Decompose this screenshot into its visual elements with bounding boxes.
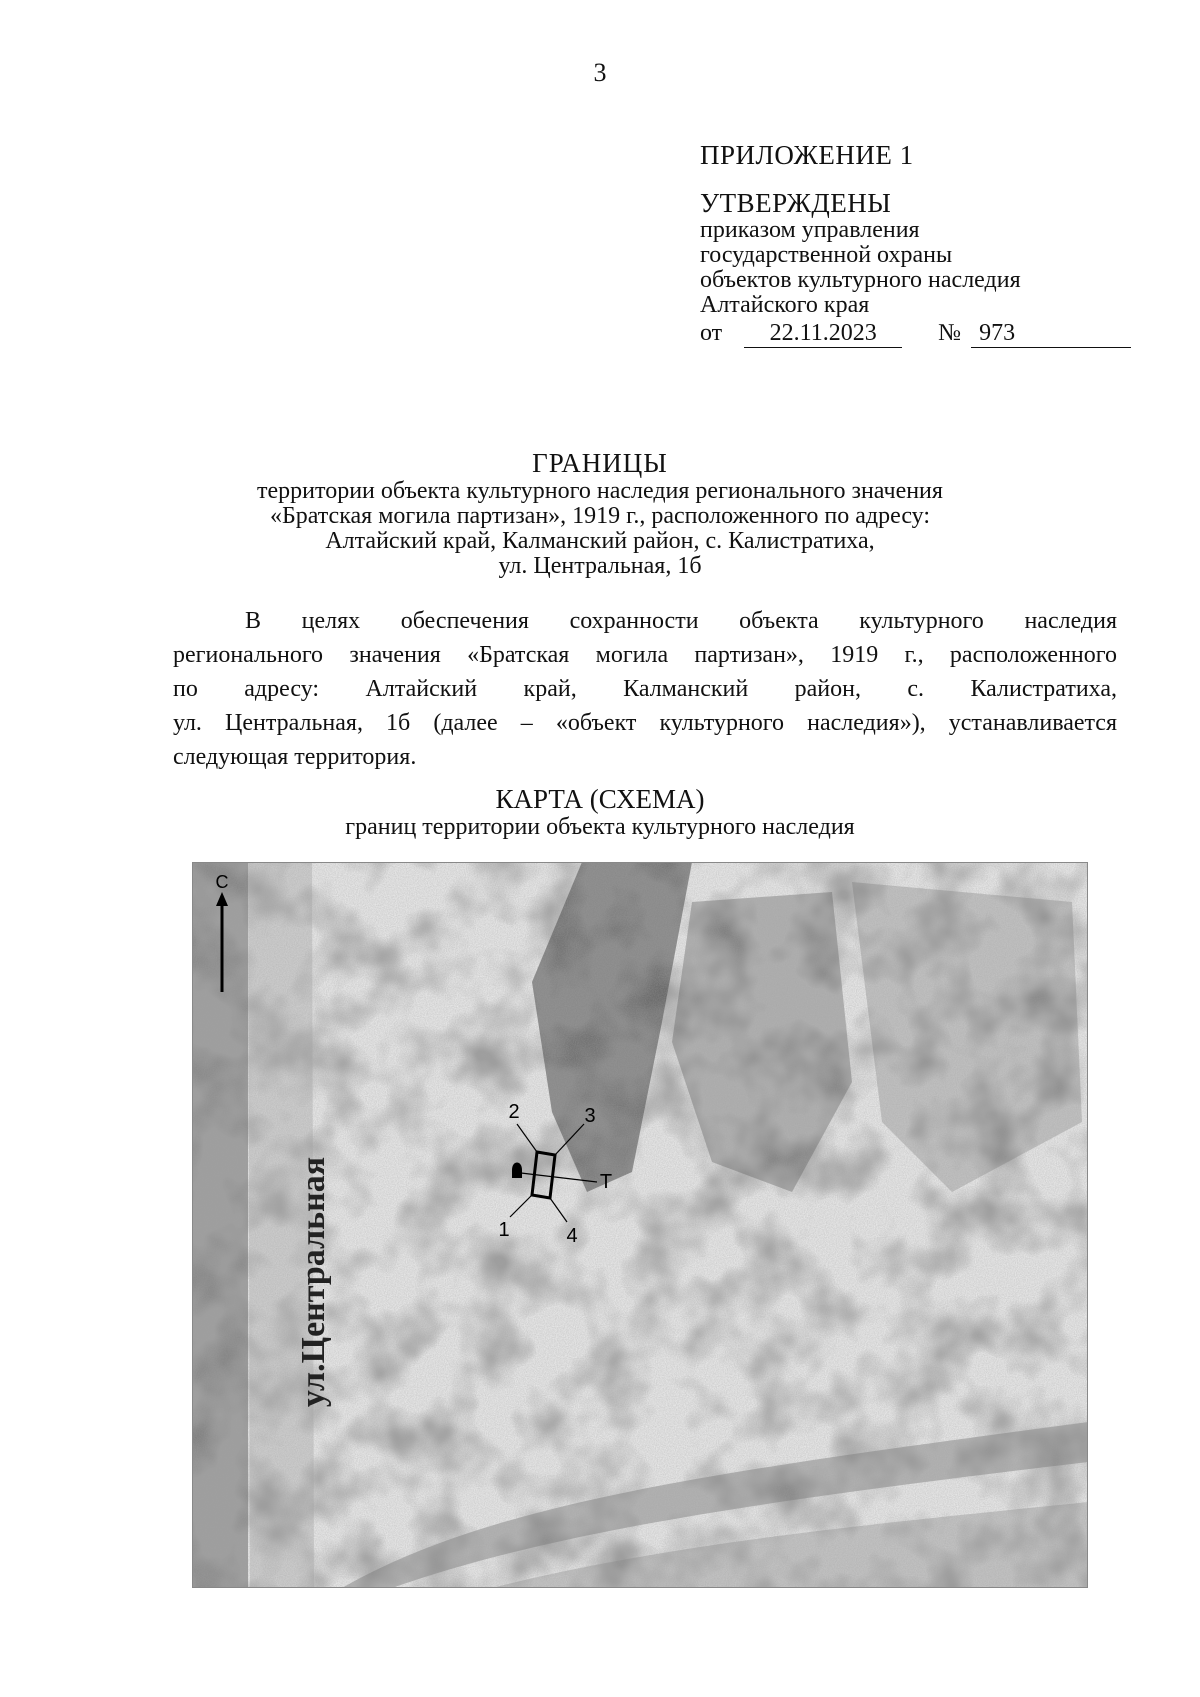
order-line bbox=[700, 320, 1131, 348]
subheading-line: территории объекта культурного наследия регионального значения bbox=[257, 478, 943, 504]
paragraph-line: ул. Центральная, 1б (далее – «объект культурного наследия»), устанавливается bbox=[173, 710, 1117, 736]
order-number-sign: № bbox=[938, 320, 962, 346]
document-heading: ГРАНИЦЫ bbox=[532, 448, 668, 478]
paragraph-line: по адресу: Алтайский край, Калманский район, с. Калистратиха, bbox=[173, 676, 1117, 702]
approval-line: объектов культурного наследия bbox=[700, 267, 1021, 293]
point-label-1: 1 bbox=[498, 1219, 510, 1241]
object-label: Т bbox=[599, 1171, 613, 1193]
point-label-2: 2 bbox=[508, 1101, 520, 1123]
map-title: КАРТА (СХЕМА) bbox=[495, 784, 705, 814]
paragraph-line: регионального значения «Братская могила партизан», 1919 г., расположенного bbox=[173, 642, 1117, 668]
subheading-line: Алтайский край, Калманский район, с. Калистратиха, bbox=[325, 528, 875, 554]
approval-line: государственной охраны bbox=[700, 242, 953, 268]
monument-marker bbox=[512, 1163, 522, 1179]
page-number: 3 bbox=[593, 58, 607, 87]
subheading-line: «Братская могила партизан», 1919 г., расположенного по адресу: bbox=[269, 503, 931, 529]
approval-line: приказом управления bbox=[700, 217, 920, 243]
approval-body bbox=[700, 218, 1021, 318]
order-date: 22.11.2023 bbox=[744, 320, 902, 348]
map-subtitle: границ территории объекта культурного наследия bbox=[345, 814, 855, 840]
approved-label: УТВЕРЖДЕНЫ bbox=[700, 188, 892, 218]
map-scheme bbox=[192, 862, 1088, 1588]
document-subheading bbox=[180, 479, 1020, 579]
point-label-3: 3 bbox=[584, 1105, 596, 1127]
subheading-line: ул. Центральная, 1б bbox=[498, 553, 702, 579]
point-label-4: 4 bbox=[566, 1225, 578, 1247]
order-number: 973 bbox=[971, 320, 1131, 348]
paragraph-line: В целях обеспечения сохранности объекта культурного наследия bbox=[245, 608, 1117, 634]
street-label: ул.Центральная bbox=[295, 1156, 332, 1408]
appendix-label: ПРИЛОЖЕНИЕ 1 bbox=[700, 140, 914, 170]
north-label: С bbox=[215, 872, 229, 892]
paragraph-line: следующая территория. bbox=[173, 744, 417, 770]
order-from-label: от bbox=[700, 320, 723, 346]
body-paragraph bbox=[173, 604, 1117, 774]
approval-line: Алтайского края bbox=[700, 292, 870, 318]
